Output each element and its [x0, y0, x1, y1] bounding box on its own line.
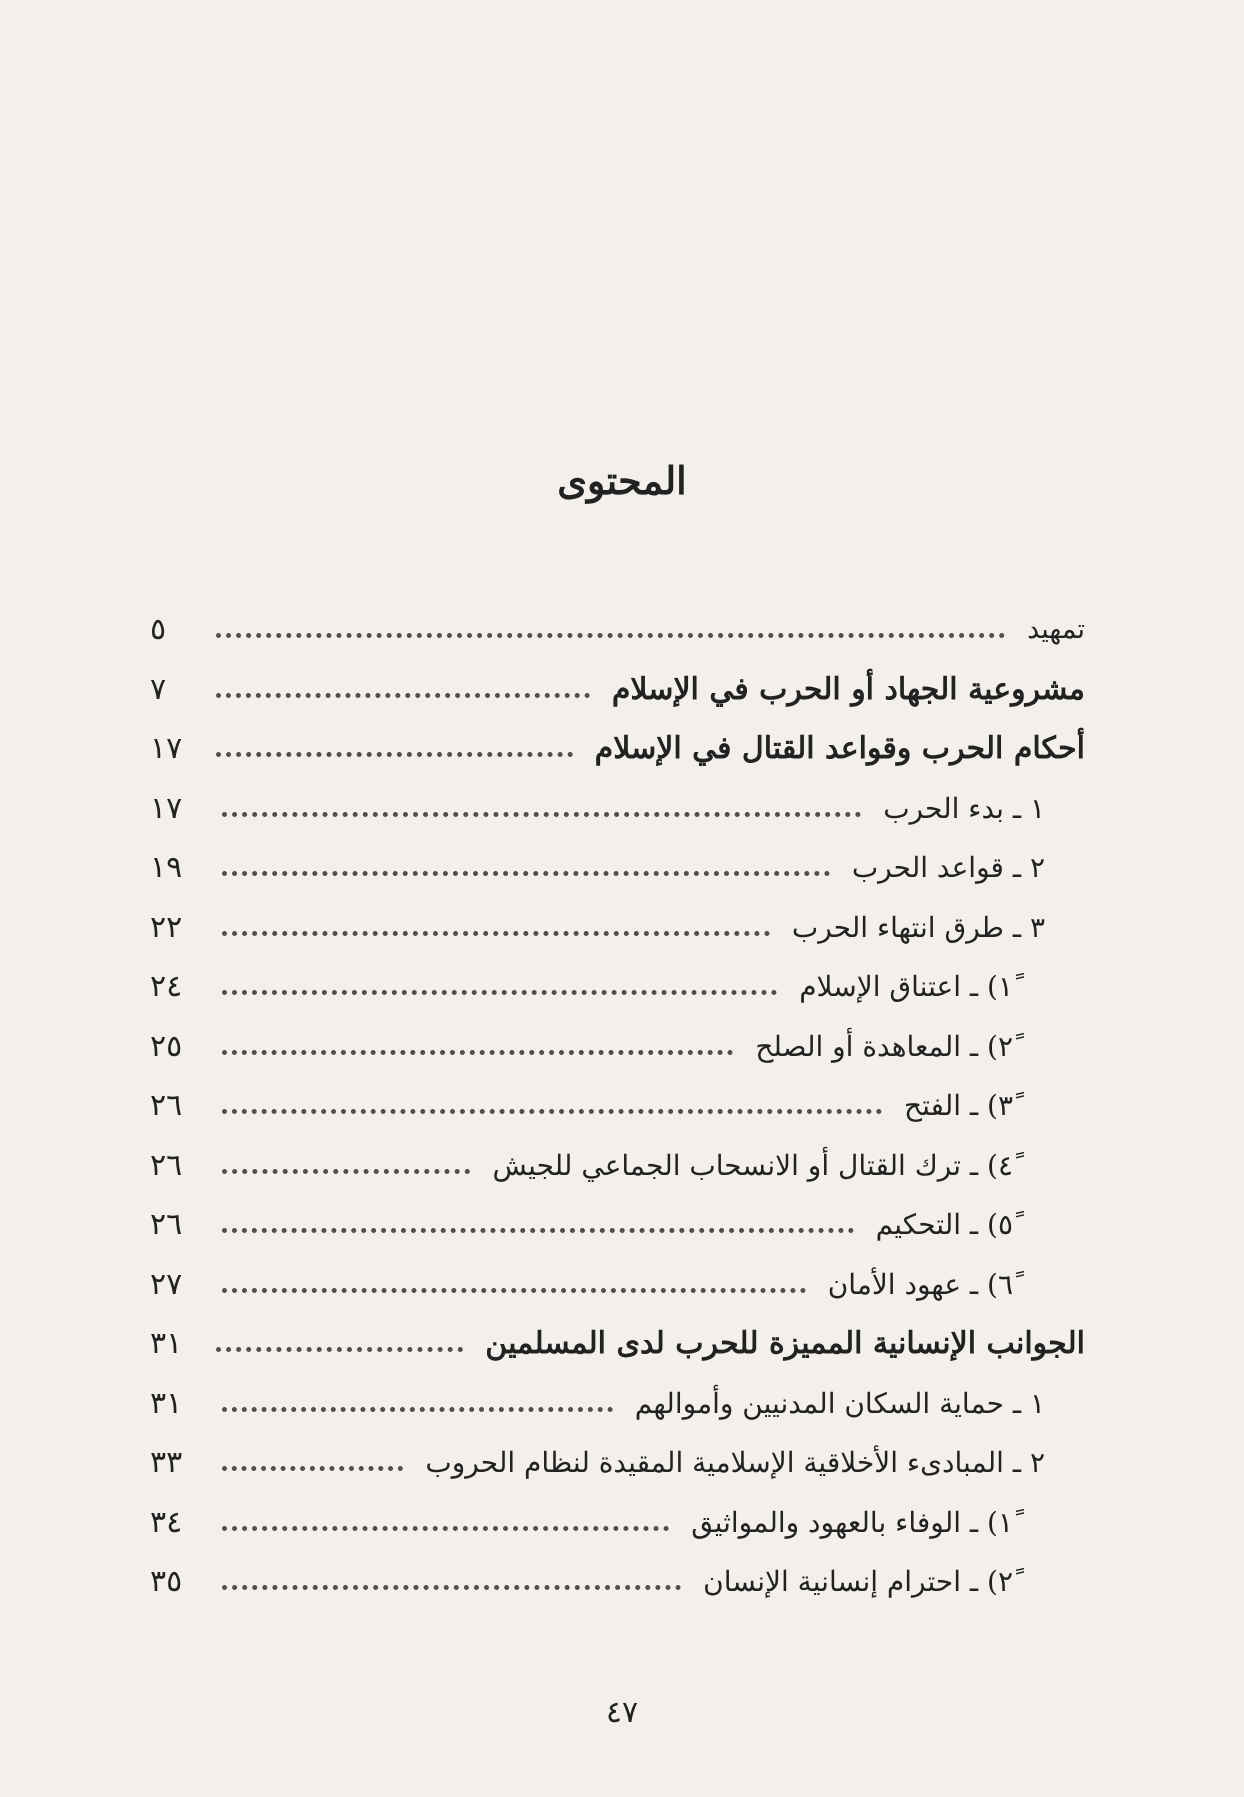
table-of-contents: [150, 600, 1085, 1612]
toc-entry-page: ١٧: [150, 790, 183, 826]
toc-entry: [150, 1314, 1085, 1374]
toc-entry-label: ١ ـ بدء الحرب: [883, 791, 1045, 825]
toc-entry-label: ٦ً) ـ عهود الأمان: [827, 1267, 1013, 1301]
page-number: ٤٧: [605, 1695, 639, 1730]
toc-entry-label: ١ ـ حماية السكان المدنيين وأموالهم: [634, 1386, 1045, 1420]
toc-entry: [150, 600, 1085, 660]
dot-leader: [222, 1585, 681, 1590]
toc-entry-page: ٧: [150, 671, 167, 707]
dot-leader: [222, 1228, 854, 1233]
dot-leader: [222, 1169, 470, 1174]
toc-entry-page: ٥: [150, 612, 167, 648]
toc-entry-label: ٢ ـ قواعد الحرب: [851, 851, 1045, 885]
dot-leader: [222, 1407, 613, 1412]
toc-entry-label: ١ً) ـ اعتناق الإسلام: [799, 970, 1013, 1004]
dot-leader: [222, 812, 861, 817]
toc-entry-page: ٣١: [150, 1385, 183, 1421]
toc-entry-page: ٣٥: [150, 1564, 183, 1600]
toc-entry-page: ١٩: [150, 850, 183, 886]
toc-entry: [150, 1493, 1085, 1553]
dot-leader: [222, 871, 830, 876]
toc-entry-label: ٣ً) ـ الفتح: [904, 1089, 1013, 1123]
toc-entry-label: الجوانب الإنسانية المميزة للحرب لدى المسلمين: [485, 1326, 1085, 1362]
toc-entry-page: ٢٦: [150, 1147, 183, 1183]
toc-entry: [150, 1017, 1085, 1077]
toc-entry: [150, 838, 1085, 898]
toc-entry-label: ٥ً) ـ التحكيم: [875, 1208, 1013, 1242]
toc-entry: [150, 957, 1085, 1017]
toc-entry-page: ٣٣: [150, 1445, 183, 1481]
toc-entry: [150, 1136, 1085, 1196]
toc-entry-label: ١ً) ـ الوفاء بالعهود والمواثيق: [691, 1505, 1013, 1539]
toc-entry-label: تمهيد: [1027, 614, 1085, 646]
toc-entry-label: مشروعية الجهاد أو الحرب في الإسلام: [611, 671, 1085, 707]
dot-leader: [222, 1050, 733, 1055]
dot-leader: [216, 1347, 463, 1352]
toc-entry-page: ٢٦: [150, 1207, 183, 1243]
dot-leader: [222, 1288, 806, 1293]
dot-leader: [222, 1466, 403, 1471]
dot-leader: [222, 1526, 669, 1531]
toc-entry: [150, 719, 1085, 779]
toc-entry-page: ١٧: [150, 731, 183, 767]
toc-entry-label: ٢ً) ـ احترام إنسانية الإنسان: [703, 1565, 1013, 1599]
toc-entry-page: ٣١: [150, 1326, 183, 1362]
page-title: المحتوى: [557, 458, 687, 503]
dot-leader: [216, 633, 1005, 638]
toc-entry-page: ٢٥: [150, 1028, 183, 1064]
toc-entry: [150, 1552, 1085, 1612]
toc-entry: [150, 898, 1085, 958]
toc-entry-label: أحكام الحرب وقواعد القتال في الإسلام: [594, 731, 1085, 767]
toc-entry-page: ٢٧: [150, 1266, 183, 1302]
dot-leader: [216, 693, 590, 698]
toc-entry: [150, 779, 1085, 839]
toc-entry: [150, 1195, 1085, 1255]
toc-entry: [150, 1374, 1085, 1434]
toc-entry-page: ٢٢: [150, 909, 183, 945]
dot-leader: [222, 931, 770, 936]
toc-entry: [150, 1076, 1085, 1136]
bleed-through-text: [190, 150, 1090, 210]
toc-entry-page: ٢٦: [150, 1088, 183, 1124]
toc-entry-label: ٢ً) ـ المعاهدة أو الصلح: [755, 1029, 1013, 1063]
toc-entry-page: ٢٤: [150, 969, 183, 1005]
toc-entry-label: ٤ً) ـ ترك القتال أو الانسحاب الجماعي للجيش: [492, 1148, 1013, 1182]
toc-entry-label: ٢ ـ المبادىء الأخلاقية الإسلامية المقيدة لنظام الحروب: [425, 1446, 1045, 1480]
dot-leader: [222, 990, 777, 995]
dot-leader: [216, 752, 573, 757]
toc-entry: [150, 660, 1085, 720]
toc-entry: [150, 1433, 1085, 1493]
toc-entry-page: ٣٤: [150, 1504, 183, 1540]
dot-leader: [222, 1109, 882, 1114]
toc-entry-label: ٣ ـ طرق انتهاء الحرب: [791, 910, 1045, 944]
toc-entry: [150, 1255, 1085, 1315]
